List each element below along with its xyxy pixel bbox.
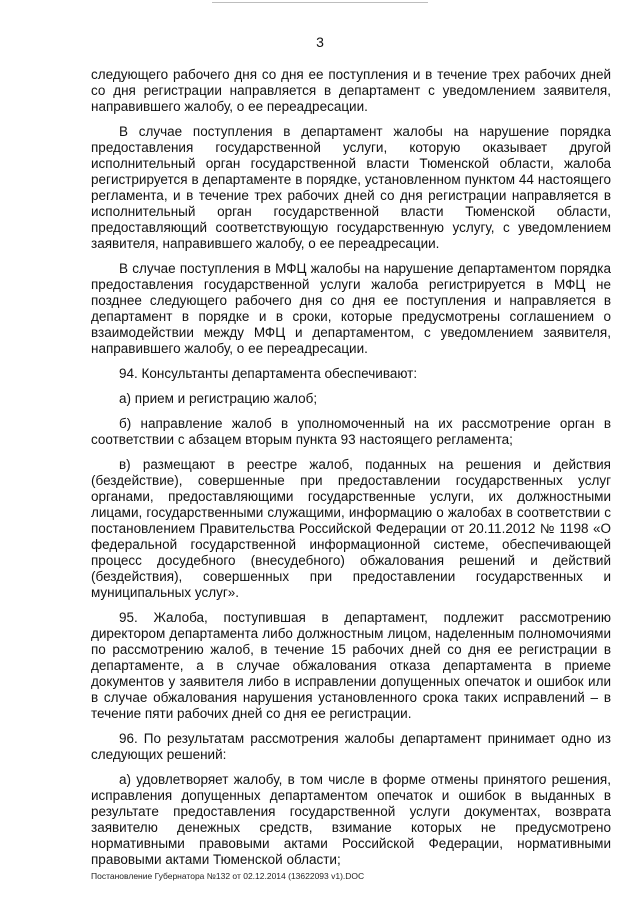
paragraph-94-v: в) размещают в реестре жалоб, поданных на решения и действия (бездействие), совершенные при предоставлении государственных услуг органами, предоставляющими государственные услуги, их должностными лицами, государственными служащими, информацию о жалобах в соответствии с постановлением Правительства Российской Федерации от 20.11.2012 № 1198 «О федеральной государственной информационной системе, обеспечивающей процесс досудебного (внесудебного) обжалования решений и действий (бездействия), совершенных при предоставлении государственных и муниципальных услуг». [91,457,611,600]
paragraph-94: 94. Консультанты департамента обеспечивают: [119,366,418,381]
document-body [91,67,611,877]
paragraph-mfc-complaint: В случае поступления в МФЦ жалобы на нарушение департаментом порядка предоставления государственной услуги жалоба регистрируется в МФЦ не позднее следующего рабочего дня со дня ее поступления и направляется в департамент в порядке и в сроки, которые предусмотрены соглашением о взаимодействии между МФЦ и департаментом, с уведомлением заявителя, направившего жалобу, о ее переадресации. [91,261,611,356]
paragraph-96-a: а) удовлетворяет жалобу, в том числе в форме отмены принятого решения, исправления допущенных департаментом опечаток и ошибок в выданных в результате предоставления государственной услуги документах, возврата заявителю денежных средств, взимание которых не предусмотрено нормативными правовыми актами Российской Федерации, нормативными правовыми актами Тюменской области; [91,772,611,867]
paragraph-department-complaint: В случае поступления в департамент жалобы на нарушение порядка предоставления государственной услуги, которую оказывает другой исполнительный орган государственной власти Тюменской области, жалоба регистрируется в департаменте в порядке, установленном пунктом 44 настоящего регламента, и в течение трех рабочих дней со дня регистрации направляется в исполнительный орган государственной власти Тюменской области, предоставляющий соответствующую государственную услугу, с уведомлением заявителя, направившего жалобу, о ее переадресации. [91,124,611,251]
paragraph-96: 96. По результатам рассмотрения жалобы департамент принимает одно из следующих решений: [91,731,611,762]
paragraph-94-b: б) направление жалоб в уполномоченный на их рассмотрение орган в соответствии с абзацем вторым пункта 93 настоящего регламента; [91,416,611,447]
document-footer: Постановление Губернатора №132 от 02.12.2014 (13622093 v1).DOC [91,871,365,881]
paragraph-continuation: следующего рабочего дня со дня ее поступления и в течение трех рабочих дней со дня регистрации направляется в департамент с уведомлением заявителя, направившего жалобу, о ее переадресации. [91,67,611,114]
paragraph-95: 95. Жалоба, поступившая в департамент, подлежит рассмотрению директором департамента либо должностным лицом, наделенным полномочиями по рассмотрению жалоб, в течение 15 рабочих дней со дня ее регистрации в департаменте, а в случае обжалования отказа департамента в приеме документов у заявителя либо в исправлении допущенных опечаток и ошибок или в случае обжалования нарушения установленного срока таких исправлений – в течение пяти рабочих дней со дня ее регистрации. [91,610,611,721]
paragraph-94-a: а) прием и регистрацию жалоб; [119,391,318,406]
scan-top-line [212,2,428,3]
page-number: 3 [316,34,324,50]
